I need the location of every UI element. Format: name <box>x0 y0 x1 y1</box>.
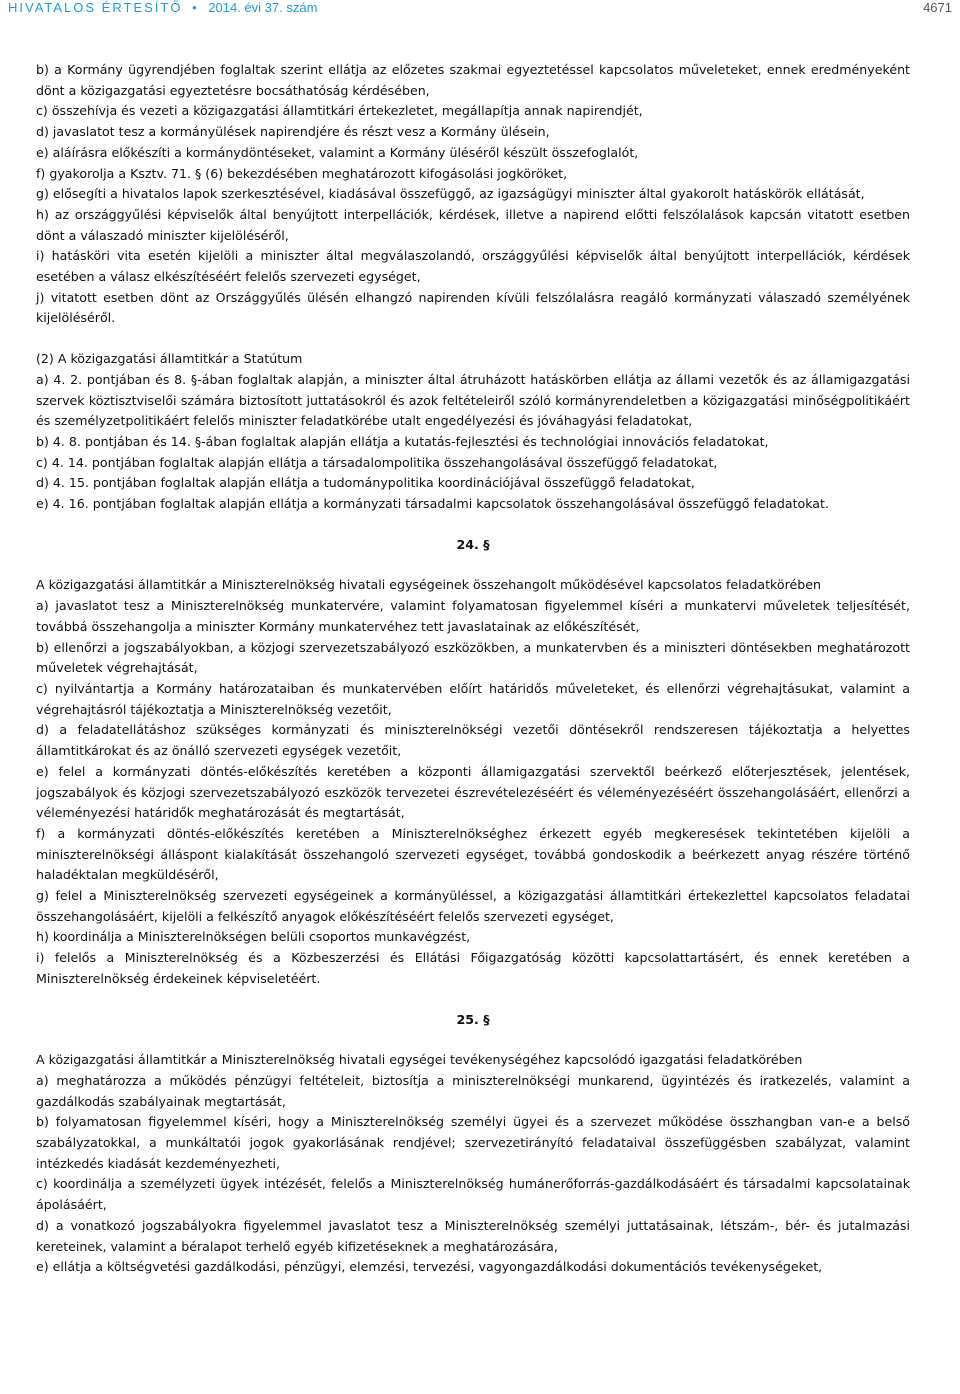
section-24-intro: A közigazgatási államtitkár a Miniszterelnökség hivatali egységeinek összehangolt működésével kapcsolatos feladatkörében <box>36 577 821 593</box>
paragraph-d: d) javaslatot tesz a kormányülések napirendjére és részt vesz a Kormány ülésein, <box>36 124 550 140</box>
issue-label: 2014. évi 37. szám <box>208 0 318 15</box>
subsection-2-b: b) 4. 8. pontjában és 14. §-ában foglaltak alapján ellátja a kutatás-fejlesztési és technológiai innovációs feladatokat, <box>36 433 769 449</box>
page-header <box>8 0 952 20</box>
section-24-c: c) nyilvántartja a Kormány határozataiban és munkatervében előírt határidős műveleteket, és ellenőrzi végrehajtásukat, valamint a végrehajtásról tájékoztatja a Miniszterelnökség vezetőit, <box>36 680 910 717</box>
section-24-d: d) a feladatellátáshoz szükséges kormányzati és miniszterelnökségi vezetői döntésekről rendszeresen tájékoztatja a helyettes államtitkárokat és az önálló szervezeti egységek vezetőit, <box>36 722 910 759</box>
section-24-h: h) koordinálja a Miniszterelnökségen belüli csoportos munkavégzést, <box>36 929 471 945</box>
paragraph-f: f) gyakorolja a Ksztv. 71. § (6) bekezdésében meghatározott kifogásolási jogköröket, <box>36 165 568 181</box>
section-24-f: f) a kormányzati döntés-előkészítés keretében a Miniszterelnökséghez érkezett egyéb megkeresések tekintetében kijelöli a miniszterelnökségi álláspont kialakítását összehangoló szervezeti egységet, továbbá gondoskodik a beérkezett anyag részére történő haladéktalan megküldéséről, <box>36 825 910 883</box>
subsection-2-intro: (2) A közigazgatási államtitkár a Statútum <box>36 351 303 367</box>
section-25-intro: A közigazgatási államtitkár a Miniszterelnökség hivatali egységei tevékenységéhez kapcsolódó igazgatási feladatkörében <box>36 1052 803 1068</box>
subsection-2-e: e) 4. 16. pontjában foglaltak alapján ellátja a kormányzati társadalmi kapcsolatok összehangolásával összefüggő feladatokat. <box>36 496 829 512</box>
section-24-g: g) felel a Miniszterelnökség szervezeti egységeinek a kormányüléssel, a közigazgatási államtitkári értekezlettel kapcsolatos feladatai összehangolásáért, kijelöli a felkészítő anyagok előkészítéséért felelős szervezeti egységet, <box>36 888 910 924</box>
section-25-b: b) folyamatosan figyelemmel kíséri, hogy a Miniszterelnökség személyi ügyei és a szervezet működése összhangban van-e a belső szabályzatokkal, a munkáltatói jogok gyakorlásának rendjével; szervezetirányító feladataival összefüggésben szabályzat, valamint intézkedés kiadását kezdeményezheti, <box>36 1114 910 1171</box>
subsection-2-c: c) 4. 14. pontjában foglaltak alapján ellátja a társadalompolitika összehangolásával összefüggő feladatokat, <box>36 454 718 470</box>
paragraph-e: e) aláírásra előkészíti a kormánydöntéseket, valamint a Kormány üléséről készült összefoglalót, <box>36 144 639 160</box>
subsection-2-d: d) 4. 15. pontjában foglaltak alapján ellátja a tudománypolitika koordinációjával összefüggő feladatokat, <box>36 475 695 491</box>
section-25-d: d) a vonatkozó jogszabályokra figyelemmel javaslatot tesz a Miniszterelnökség személyi juttatásainak, létszám-, bér- és jutalmazási kereteinek, valamint a béralapot terhelő egyéb kifizetéseknek a meghatározására, <box>36 1217 910 1254</box>
paragraph-c: c) összehívja és vezeti a közigazgatási államtitkári értekezletet, megállapítja annak napirendjét, <box>36 103 643 119</box>
section-25-c: c) koordinálja a személyzeti ügyek intézését, felelős a Miniszterelnökség humánerőforrás-gazdálkodásáért és társadalmi kapcsolatainak ápolásáért, <box>36 1176 910 1213</box>
document-body <box>36 60 910 1278</box>
header-separator: • <box>192 0 199 15</box>
page-number: 4671 <box>923 0 952 15</box>
paragraph-b: b) a Kormány ügyrendjében foglaltak szerint ellátja az előzetes szakmai egyeztetéssel kapcsolatos műveleteket, ennek eredményeként dönt a közigazgatási egyeztetésre bocsáthatóság kérdésében, <box>36 62 910 98</box>
section-25-title: 25. § <box>456 1011 490 1027</box>
header-left <box>8 0 317 15</box>
section-24-a: a) javaslatot tesz a Miniszterelnökség munkatervére, valamint folyamatosan figyelemmel kíséri a munkatervi műveletek teljesítését, továbbá összehangolja a miniszter Kormány munkatervéhez tett javaslatainak az előkészítését, <box>36 598 910 634</box>
paragraph-g: g) elősegíti a hivatalos lapok szerkesztésével, kiadásával összefüggő, az igazságügyi miniszter által gyakorolt hatáskörök ellátását, <box>36 186 865 202</box>
section-24-title: 24. § <box>456 536 490 552</box>
section-24-i: i) felelős a Miniszterelnökség és a Közbeszerzési és Ellátási Főigazgatóság közötti kapcsolattartásért, és ennek keretében a Miniszterelnökség érdekeinek képviseletéért. <box>36 950 910 986</box>
subsection-2-a: a) 4. 2. pontjában és 8. §-ában foglaltak alapján, a miniszter által átruházott hatáskörben ellátja az állami vezetők és az államigazgatási szervek köztisztviselői számára biztosított juttatásokról és azok feltételeiről szóló kormányrendeletben a közigazgatási minőségpolitikáért és személyzetpolitikáért felelős miniszter feladatkörébe utalt engedélyezési és jóváhagyási feladatokat, <box>36 371 910 429</box>
section-25-a: a) meghatározza a működés pénzügyi feltételeit, biztosítja a miniszterelnökségi munkarend, ügyintézés és iratkezelés, valamint a gazdálkodás szabályainak megtartását, <box>36 1072 910 1109</box>
section-25-e: e) ellátja a költségvetési gazdálkodási, pénzügyi, elemzési, tervezési, vagyongazdálkodási dokumentációs tevékenységeket, <box>36 1259 823 1275</box>
section-24-b: b) ellenőrzi a jogszabályokban, a közjogi szervezetszabályozó eszközökben, a munkatervben és a miniszteri döntésekben meghatározott műveletek végrehajtását, <box>36 639 910 676</box>
journal-title: HIVATALOS ÉRTESÍTŐ <box>8 0 183 15</box>
section-24-e: e) felel a kormányzati döntés-előkészítés keretében a központi államigazgatási szervektől beérkező előterjesztések, jelentések, jogszabályok és közjogi szervezetszabályozó eszközök tervezetei észrevételezéséért és véleményezéséért összehangolásáért, ellenőrzi a véleményezési határidők meghatározását és megtartását, <box>36 763 910 821</box>
paragraph-i: i) hatásköri vita esetén kijelöli a miniszter által megválaszolandó, országgyűlési képviselők által benyújtott interpellációk, kérdések esetében a válasz elkészítéséért felelős szervezeti egységet, <box>36 248 910 285</box>
paragraph-j: j) vitatott esetben dönt az Országgyűlés ülésén elhangzó napirenden kívüli felszólalásra reagáló kormányzati válaszadó személyének kijelöléséről. <box>36 289 910 326</box>
paragraph-h: h) az országgyűlési képviselők által benyújtott interpellációk, kérdések, illetve a napirend előtti felszólalások kapcsán vitatott esetben dönt a válaszadó miniszter kijelöléséről, <box>36 206 910 243</box>
